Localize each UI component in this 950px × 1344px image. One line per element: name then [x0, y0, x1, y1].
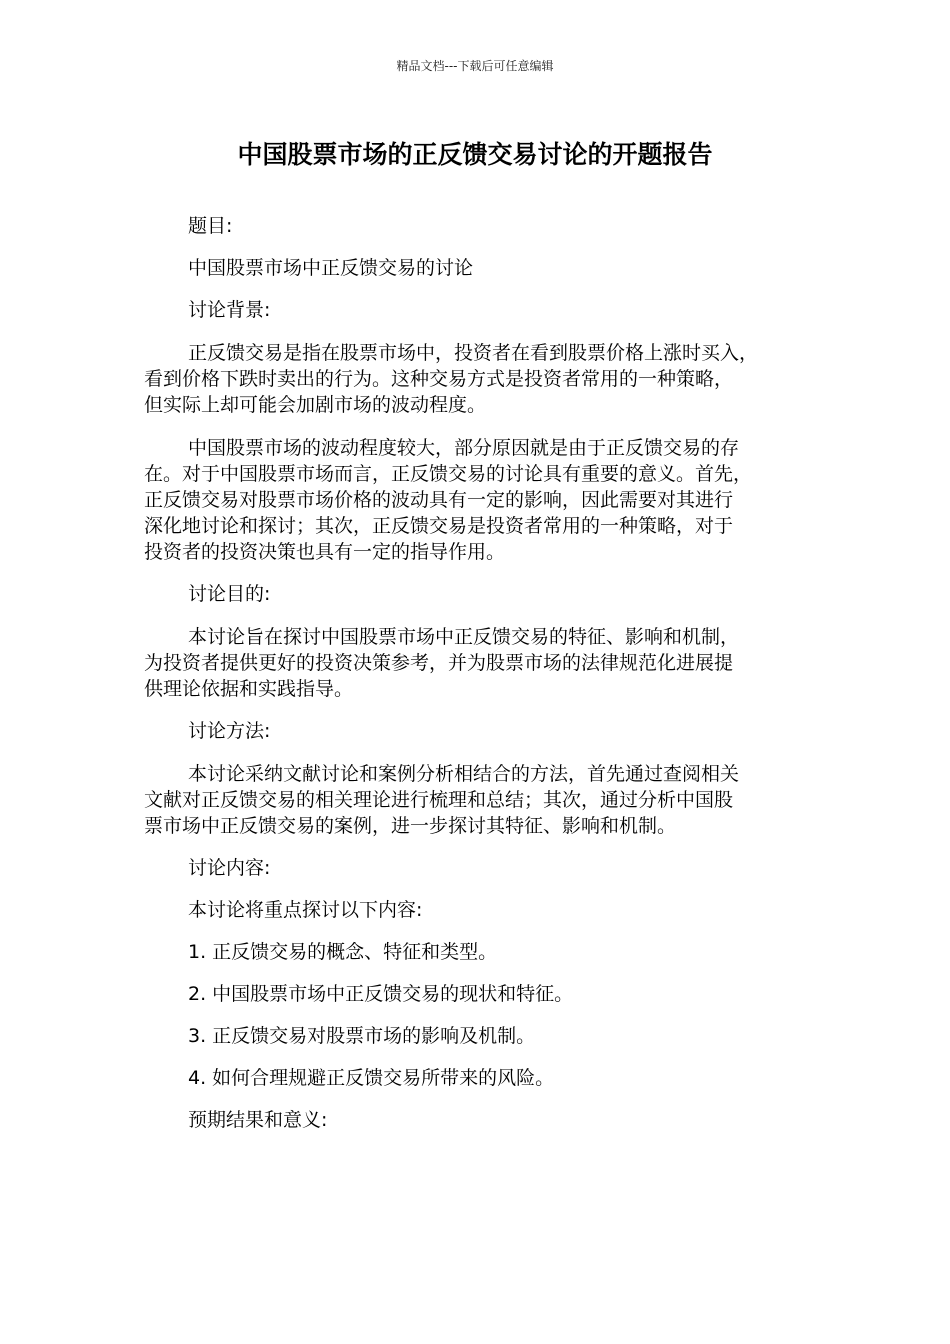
method-paragraph	[144, 761, 794, 839]
document-body	[144, 214, 794, 1150]
paragraph-line: 本讨论旨在探讨中国股票市场中正反馈交易的特征、影响和机制，	[188, 626, 740, 648]
topic-text: 中国股票市场中正反馈交易的讨论	[188, 257, 474, 279]
paragraph-line: 文献对正反馈交易的相关理论进行梳理和总结；其次，通过分析中国股	[144, 789, 734, 811]
paragraph-line: 看到价格下跌时卖出的行为。这种交易方式是投资者常用的一种策略，	[144, 368, 734, 390]
method-label: 讨论方法:	[188, 720, 271, 742]
paragraph-line: 本讨论采纳文献讨论和案例分析相结合的方法，首先通过查阅相关	[188, 763, 740, 785]
list-item: 2. 中国股票市场中正反馈交易的现状和特征。	[188, 983, 574, 1005]
paragraph-line: 深化地讨论和探讨；其次，正反馈交易是投资者常用的一种策略，对于	[144, 515, 734, 537]
paragraph-line: 在。对于中国股票市场而言，正反馈交易的讨论具有重要的意义。首先，	[144, 463, 753, 485]
topic-label: 题目:	[188, 215, 233, 237]
paragraph-line: 供理论依据和实践指导。	[144, 678, 354, 700]
content-intro: 本讨论将重点探讨以下内容:	[188, 899, 423, 921]
document-title: 中国股票市场的正反馈交易讨论的开题报告	[237, 140, 713, 169]
paragraph-line: 正反馈交易对股票市场价格的波动具有一定的影响，因此需要对其进行	[144, 489, 734, 511]
list-item: 4. 如何合理规避正反馈交易所带来的风险。	[188, 1067, 555, 1089]
list-item: 3. 正反馈交易对股票市场的影响及机制。	[188, 1025, 536, 1047]
background-paragraph-1	[144, 340, 794, 418]
purpose-label: 讨论目的:	[188, 583, 271, 605]
paragraph-line: 为投资者提供更好的投资决策参考，并为股票市场的法律规范化进展提	[144, 652, 734, 674]
background-paragraph-2	[144, 435, 794, 565]
content-label: 讨论内容:	[188, 857, 271, 879]
list-item: 1. 正反馈交易的概念、特征和类型。	[188, 941, 498, 963]
paragraph-line: 正反馈交易是指在股票市场中，投资者在看到股票价格上涨时买入，	[188, 342, 759, 364]
paragraph-line: 但实际上却可能会加剧市场的波动程度。	[144, 394, 487, 416]
background-label: 讨论背景:	[188, 299, 271, 321]
paragraph-line: 票市场中正反馈交易的案例，进一步探讨其特征、影响和机制。	[144, 815, 677, 837]
paragraph-line: 投资者的投资决策也具有一定的指导作用。	[144, 541, 506, 563]
paragraph-line: 中国股票市场的波动程度较大，部分原因就是由于正反馈交易的存	[188, 437, 740, 459]
header-note: 精品文档---下载后可任意编辑	[396, 59, 554, 73]
purpose-paragraph	[144, 624, 794, 702]
expected-label: 预期结果和意义:	[188, 1109, 328, 1131]
